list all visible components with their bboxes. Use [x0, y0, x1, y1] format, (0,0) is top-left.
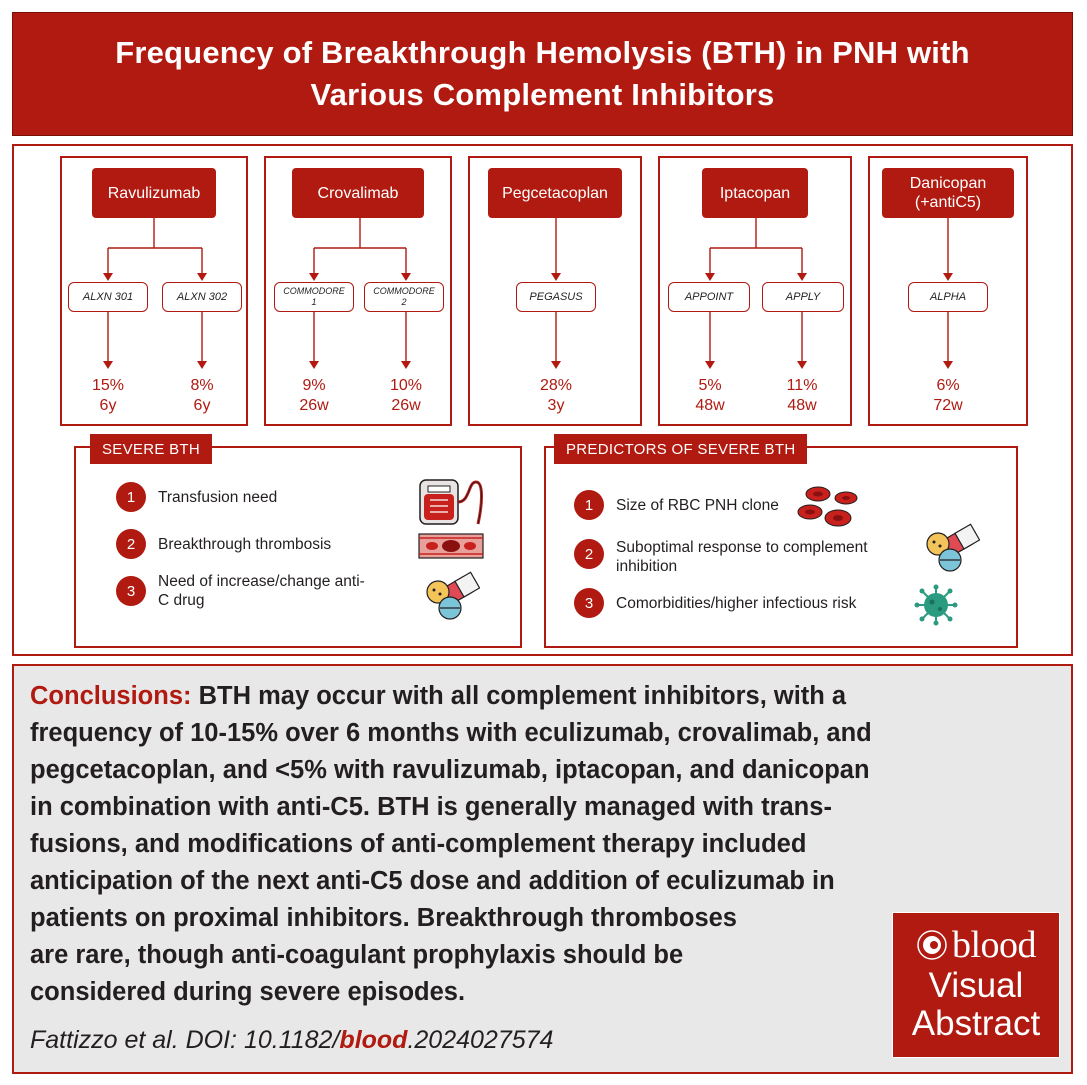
- drug-label-ravulizumab: Ravulizumab: [92, 168, 216, 218]
- drug-name-line2: (+antiC5): [914, 194, 982, 211]
- predictors-item-1: Size of RBC PNH clone: [616, 497, 779, 514]
- result-duration: 26w: [299, 397, 329, 414]
- item-line2: C drug: [158, 592, 205, 609]
- result-duration: 72w: [933, 397, 963, 414]
- predictors-num-2: 2: [574, 539, 604, 569]
- drug-label-danicopan: [882, 168, 1014, 218]
- result-percent: 8%: [190, 377, 214, 394]
- result-commodore-1: [274, 376, 354, 416]
- study-commodore-2: [364, 282, 444, 312]
- severe-bth-panel: [74, 440, 522, 648]
- conclusion-line-1: [30, 678, 1065, 715]
- citation: [30, 1026, 553, 1055]
- study-alxn-302: ALXN 302: [162, 282, 242, 312]
- predictors-panel: [544, 440, 1018, 648]
- study-name-line2: 2: [401, 297, 407, 307]
- conclusion-line-7: patients on proximal inhibitors. Breakthrough thromboses: [30, 904, 737, 932]
- study-commodore-1: [274, 282, 354, 312]
- drug-name-line1: Danicopan: [909, 175, 987, 192]
- brand-line-2: Abstract: [911, 1004, 1041, 1043]
- conclusion-line-6: anticipation of the next anti-C5 dose and addition of eculizumab in: [30, 867, 835, 895]
- conclusion-line-9: considered during severe episodes.: [30, 978, 466, 1006]
- drug-panel-danicopan: [868, 156, 1028, 426]
- severe-bth-item-3: [158, 572, 365, 610]
- thrombus-vessel-icon: [418, 530, 484, 567]
- result-percent: 15%: [91, 377, 125, 394]
- citation-suffix: .2024027574: [407, 1026, 554, 1054]
- conclusion-line-3: pegcetacoplan, and <5% with ravulizumab, iptacopan, and danicopan: [30, 756, 870, 784]
- study-appoint: APPOINT: [668, 282, 750, 312]
- conclusion-line-4: in combination with anti-C5. BTH is generally managed with trans-: [30, 793, 832, 821]
- study-name-line1: COMMODORE: [373, 286, 435, 296]
- drug-label-iptacopan: Iptacopan: [702, 168, 808, 218]
- result-duration: 48w: [695, 397, 725, 414]
- drug-label-pegcetacoplan: Pegcetacoplan: [488, 168, 622, 218]
- severe-bth-item-1: Transfusion need: [158, 489, 278, 506]
- conclusion-line-2: frequency of 10-15% over 6 months with eculizumab, crovalimab, and: [30, 719, 872, 747]
- severe-bth-item-2: Breakthrough thrombosis: [158, 536, 332, 553]
- title-banner: [12, 12, 1073, 136]
- result-percent: 5%: [698, 377, 722, 394]
- blood-seal-icon: [916, 929, 948, 961]
- result-percent: 11%: [786, 377, 818, 394]
- brand-line-1: Visual: [928, 966, 1024, 1005]
- item-line2: inhibition: [616, 558, 678, 575]
- drug-panel-ravulizumab: [60, 156, 248, 426]
- predictors-num-3: 3: [574, 588, 604, 618]
- conclusion-line-8: are rare, though anti-coagulant prophylaxis should be: [30, 941, 684, 969]
- result-pegasus: [516, 376, 596, 416]
- result-alxn-301: [68, 376, 148, 416]
- result-duration: 6y: [193, 397, 211, 414]
- drug-panel-crovalimab: [264, 156, 452, 426]
- result-percent: 6%: [936, 377, 960, 394]
- drug-panel-iptacopan: [658, 156, 852, 426]
- predictors-item-3: Comorbidities/higher infectious risk: [616, 595, 857, 612]
- predictors-header: PREDICTORS OF SEVERE BTH: [554, 434, 807, 464]
- pills-icon: [420, 570, 480, 625]
- result-alpha: [908, 376, 988, 416]
- drug-panel-pegcetacoplan: [468, 156, 642, 426]
- blood-visual-abstract-logo: [892, 912, 1060, 1058]
- result-duration: 3y: [547, 397, 565, 414]
- study-pegasus: PEGASUS: [516, 282, 596, 312]
- virus-icon: [912, 584, 960, 631]
- severe-bth-num-1: 1: [116, 482, 146, 512]
- result-duration: 6y: [99, 397, 117, 414]
- citation-prefix: Fattizzo et al. DOI: 10.1182/: [30, 1026, 340, 1054]
- result-appoint: [670, 376, 750, 416]
- citation-journal: blood: [339, 1026, 408, 1054]
- study-alxn-301: ALXN 301: [68, 282, 148, 312]
- blood-bag-icon: [418, 476, 488, 533]
- result-duration: 48w: [787, 397, 817, 414]
- severe-bth-header: SEVERE BTH: [90, 434, 212, 464]
- red-blood-cells-icon: [794, 484, 864, 535]
- conclusion-line-1-text: BTH may occur with all complement inhibitors, with a: [191, 682, 847, 710]
- study-name-line1: COMMODORE: [283, 286, 345, 296]
- study-alpha: ALPHA: [908, 282, 988, 312]
- brand-top: [916, 923, 1036, 967]
- title-line-2: Various Complement Inhibitors: [310, 77, 775, 112]
- brand-name: blood: [951, 924, 1037, 966]
- predictors-num-1: 1: [574, 490, 604, 520]
- pills-icon: [920, 522, 980, 577]
- conclusion-label: Conclusions:: [30, 682, 192, 710]
- severe-bth-num-2: 2: [116, 529, 146, 559]
- severe-bth-num-3: 3: [116, 576, 146, 606]
- conclusion-line-5: fusions, and modifications of anti-complement therapy included: [30, 830, 807, 858]
- item-line1: Need of increase/change anti-: [158, 573, 365, 590]
- result-percent: 10%: [389, 377, 423, 394]
- result-percent: 28%: [539, 377, 573, 394]
- predictors-item-2: [616, 538, 868, 576]
- item-line1: Suboptimal response to complement: [616, 539, 868, 556]
- result-duration: 26w: [391, 397, 421, 414]
- result-commodore-2: [366, 376, 446, 416]
- result-apply: [762, 376, 842, 416]
- result-alxn-302: [162, 376, 242, 416]
- drug-label-crovalimab: Crovalimab: [292, 168, 424, 218]
- title-line-1: Frequency of Breakthrough Hemolysis (BTH) in PNH with: [115, 35, 970, 70]
- study-apply: APPLY: [762, 282, 844, 312]
- result-percent: 9%: [302, 377, 326, 394]
- study-name-line2: 1: [311, 297, 317, 307]
